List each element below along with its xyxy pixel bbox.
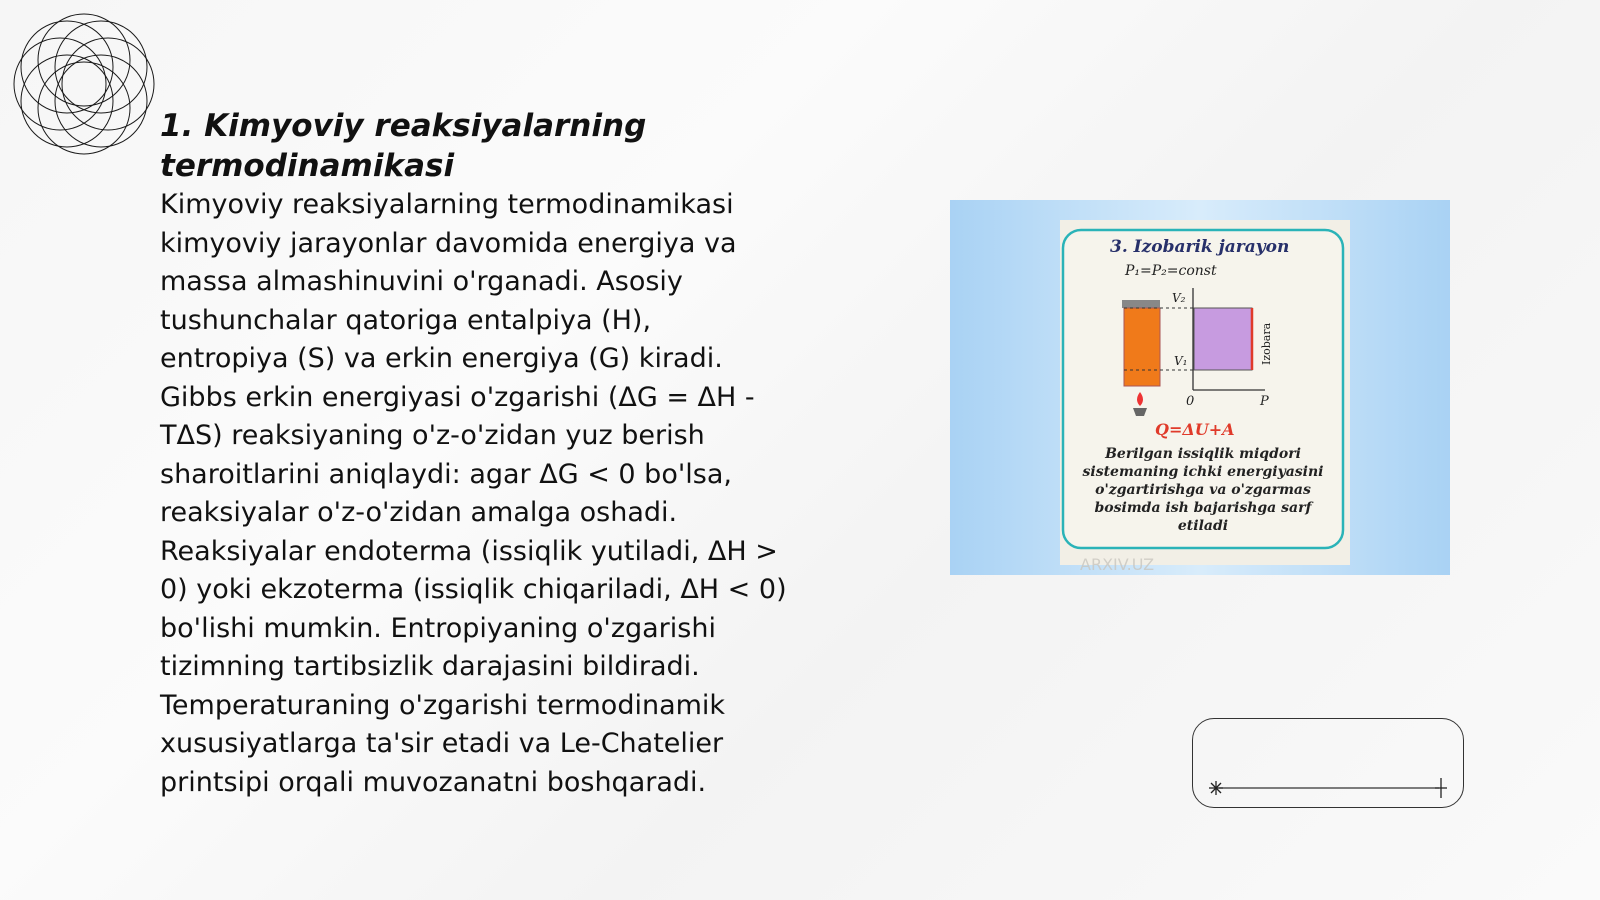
slide-title: 1. Kimyoviy reaksiyalarning termodinamikasi [160, 108, 647, 184]
v1-label: V₁ [1174, 354, 1188, 368]
figure-heading: 3. Izobarik jarayon [1110, 237, 1290, 257]
star-icon [1435, 778, 1447, 798]
p-label: P [1260, 394, 1269, 409]
cylinder-piston [1122, 300, 1160, 308]
figure-condition: P₁=P₂=const [1125, 263, 1217, 279]
pv-area [1194, 308, 1252, 370]
figure-description-line: bosimda ish bajarishga sarf [1094, 500, 1312, 516]
caption-box [1192, 718, 1464, 808]
isobar-label: Izobara [1260, 322, 1273, 365]
figure-description-line: etiladi [1177, 518, 1229, 534]
isobaric-process-figure [950, 200, 1450, 575]
origin-label: 0 [1186, 394, 1195, 409]
sparkle-icon [1209, 781, 1223, 795]
figure-description-line: sistemaning ichki energiyasini [1082, 464, 1324, 480]
figure-watermark: ARXIV.UZ [1080, 555, 1155, 574]
figure-formula: Q=ΔU+A [1155, 420, 1235, 439]
figure-description-line: Berilgan issiqlik miqdori [1105, 446, 1301, 462]
figure-description-line: o'zgartirishga va o'zgarmas [1095, 482, 1311, 498]
cylinder-gas [1124, 308, 1160, 386]
slide-body-text: Kimyoviy reaksiyalarning termodinamikasi kimyoviy jarayonlar davomida energiya va massa almashinuvini o'rganadi. Asosiy tushunchalar qatoriga entalpiya (H), entropiya (S) va erkin energiya (G) kiradi. Gibbs erkin energiyasi o'zgarishi (ΔG = ΔH - TΔS) reaksiyaning o'z-o'zidan yuz berish sharoitlarini aniqlaydi: agar ΔG < 0 bo'lsa, reaksiyalar o'z-o'zidan amalga oshadi. Reaksiyalar endoterma (issiqlik yutiladi, ΔH > 0) yoki ekzoterma (issiqlik chiqariladi, ΔH < 0) bo'lishi mumkin. Entropiyaning o'zgarishi tizimning tartibsizlik darajasini bildiradi. Temperaturaning o'zgarishi termodinamik xususiyatlarga ta'sir etadi va Le-Chatelier printsipi orqali muvozanatni boshqaradi. [160, 189, 787, 798]
spirograph-icon [10, 10, 158, 158]
v2-label: V₂ [1172, 291, 1186, 305]
